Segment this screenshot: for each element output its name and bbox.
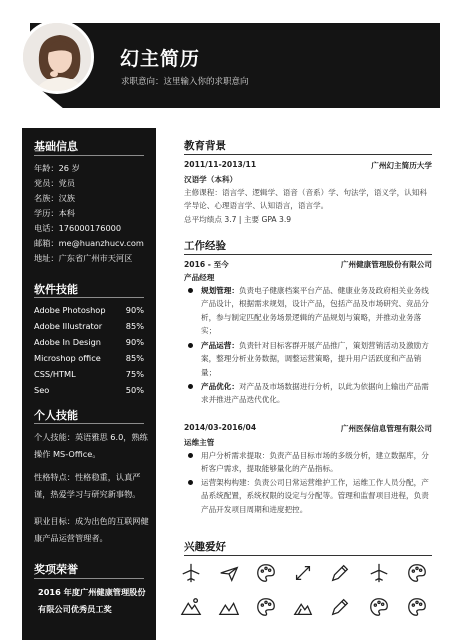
avatar bbox=[20, 20, 94, 94]
skill-name: Adobe Illustrator bbox=[34, 321, 103, 331]
job-item bbox=[188, 449, 432, 476]
palette-icon bbox=[368, 596, 390, 618]
resume-name: 幻主简历 bbox=[120, 48, 201, 70]
palette-icon bbox=[255, 562, 277, 584]
skill-level: 90% bbox=[125, 305, 144, 315]
item-text: 用户分析需求提取：负责产品目标市场的多级分析，建立数据库，分析客户需求，提取能够量化的产品指标。 bbox=[201, 451, 429, 474]
job-intent: 求职意向：这里输入你的求职意向 bbox=[121, 77, 249, 87]
info-phone: 电话：176000176000 bbox=[34, 223, 122, 233]
airplane-icon bbox=[218, 562, 240, 584]
divider bbox=[34, 297, 144, 298]
skill-row bbox=[34, 369, 144, 379]
skill-level: 90% bbox=[125, 337, 144, 347]
job-item bbox=[188, 380, 432, 407]
skill-row bbox=[34, 353, 144, 363]
airplane-icon bbox=[180, 562, 202, 584]
skill-name: Adobe In Design bbox=[34, 337, 101, 347]
skill-level: 75% bbox=[125, 369, 144, 379]
skill-name: Seo bbox=[34, 385, 50, 395]
skill-name: Microshop office bbox=[34, 353, 101, 363]
item-label: 产品运营： bbox=[201, 341, 239, 350]
job-item bbox=[188, 339, 432, 379]
skill-level: 85% bbox=[125, 321, 144, 331]
education-header bbox=[184, 160, 432, 171]
education-period: 2011/11-2013/11 bbox=[184, 160, 257, 169]
info-party: 党员：党员 bbox=[34, 178, 75, 188]
info-address: 地址：广东省广州市天河区 bbox=[34, 253, 133, 263]
item-text: 对产品及市场数据进行分析，以此为依据向上输出产品需求并推进产品迭代优化。 bbox=[201, 382, 429, 405]
skill-name: CSS/HTML bbox=[34, 369, 76, 379]
skill-row bbox=[34, 321, 144, 331]
job-header bbox=[184, 259, 432, 270]
divider bbox=[184, 555, 432, 556]
skill-row bbox=[34, 305, 144, 315]
education-courses: 主修课程：语言学、逻辑学、语音（音系）学、句法学，语义学，认知科学导论、心理语言学、认知语言，语言学。 bbox=[184, 188, 427, 211]
education-title: 教育背景 bbox=[184, 140, 226, 152]
skill-name: Adobe Photoshop bbox=[34, 305, 106, 315]
job-period: 2014/03-2016/04 bbox=[184, 423, 257, 432]
mountain-icon bbox=[292, 596, 314, 618]
job-company: 广州医保信息管理有限公司 bbox=[340, 424, 432, 433]
palette-icon bbox=[406, 596, 428, 618]
info-ethnicity: 名族：汉族 bbox=[34, 193, 75, 203]
divider bbox=[34, 155, 144, 156]
divider bbox=[184, 154, 432, 155]
bullet-dot bbox=[188, 343, 193, 348]
job-item bbox=[188, 476, 432, 516]
pen-icon bbox=[329, 596, 351, 618]
mountain-icon bbox=[218, 596, 240, 618]
bullet-dot bbox=[188, 384, 193, 389]
software-skills-title: 软件技能 bbox=[34, 283, 78, 296]
bullet-dot bbox=[188, 453, 193, 458]
awards-title: 奖项荣誉 bbox=[34, 563, 78, 576]
palette-icon bbox=[406, 562, 428, 584]
info-education: 学历：本科 bbox=[34, 208, 75, 218]
pen-icon bbox=[292, 562, 314, 584]
award-text: 2016 年度广州健康管理股份有限公司优秀员工奖 bbox=[38, 587, 146, 614]
education-school: 广州幻主简历大学 bbox=[371, 161, 432, 170]
basic-info-title: 基础信息 bbox=[34, 140, 78, 153]
info-email: 邮箱：me@huanzhucv.com bbox=[34, 238, 144, 248]
job-company: 广州健康管理股份有限公司 bbox=[340, 260, 432, 269]
skill-row bbox=[34, 337, 144, 347]
work-title: 工作经验 bbox=[184, 240, 226, 252]
skill-row bbox=[34, 385, 144, 395]
hobbies-title: 兴趣爱好 bbox=[184, 541, 226, 553]
mountain-icon bbox=[180, 596, 202, 618]
pen-icon bbox=[329, 562, 351, 584]
divider bbox=[184, 254, 432, 255]
item-text: 负责电子健康档案平台产品、健康业务及政府相关业务线产品设计，根据需求规划，设计产品，包括产品及市场研究、竞品分析，参与制定匹配业务场景逻辑的产品规划与策略，并推动业务落实； bbox=[201, 286, 429, 335]
skill-level: 50% bbox=[125, 385, 144, 395]
bullet-dot bbox=[188, 480, 193, 485]
item-label: 产品优化： bbox=[201, 382, 239, 391]
job-role: 产品经理 bbox=[184, 273, 215, 282]
item-text: 运营架构构建：负责公司日常运营维护工作，运维工作人员分配，产品系统配置，系统权限的设定与分配等。管理和监督项目进程，负责产品开发项目周期和进度把控。 bbox=[201, 478, 429, 514]
education-gpa: 总平均绩点 3.7 | 主要 GPA 3.9 bbox=[184, 215, 292, 224]
palette-icon bbox=[255, 596, 277, 618]
personal-skill-text: 个人技能：英语雅思 6.0，熟练操作 MS-Office。 bbox=[34, 432, 148, 459]
career-goal-text: 职业目标：成为出色的互联网健康产品运营管理者。 bbox=[34, 516, 149, 543]
job-header bbox=[184, 423, 432, 434]
personality-text: 性格特点：性格稳重，认真严谨，热爱学习与研究新事物。 bbox=[34, 472, 141, 499]
divider bbox=[34, 578, 144, 579]
item-text: 负责针对目标客群开展产品推广，策划营销活动及激励方案，整理分析业务数据，调整运营策略，提升用户活跃度和产品销量； bbox=[201, 341, 429, 377]
education-major: 汉语学（本科） bbox=[184, 175, 238, 184]
skill-level: 85% bbox=[125, 353, 144, 363]
sidebar bbox=[22, 128, 156, 640]
bullet-dot bbox=[188, 288, 193, 293]
personal-skills-title: 个人技能 bbox=[34, 409, 78, 422]
divider bbox=[34, 423, 144, 424]
job-item bbox=[188, 284, 432, 337]
info-age: 年龄：26 岁 bbox=[34, 163, 80, 173]
airplane-icon bbox=[368, 562, 390, 584]
item-label: 规划管理： bbox=[201, 286, 239, 295]
job-period: 2016 - 至今 bbox=[184, 260, 229, 269]
job-role: 运维主管 bbox=[184, 438, 215, 447]
